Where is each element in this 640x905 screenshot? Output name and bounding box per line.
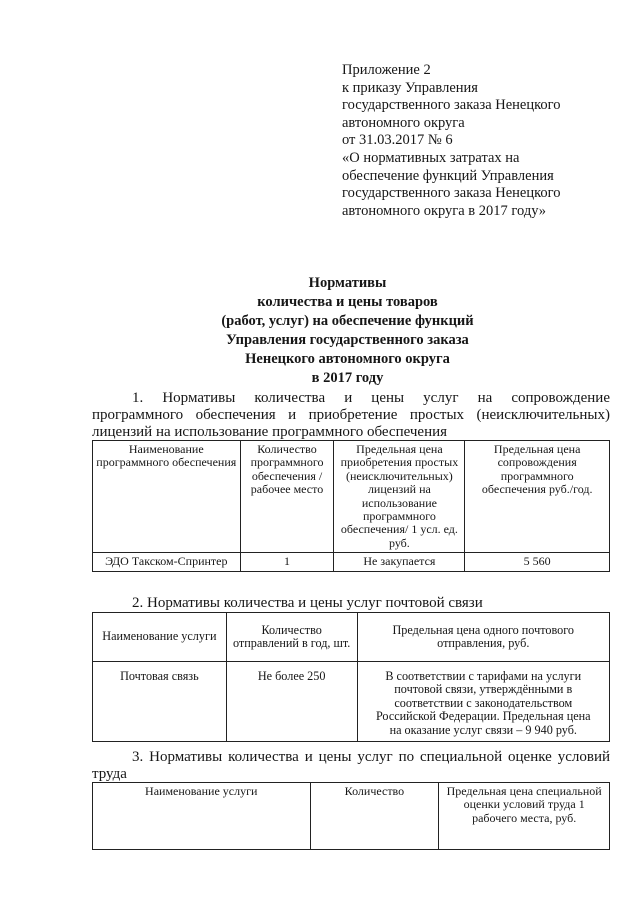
header-cell: Количество xyxy=(310,783,439,850)
header-cell: Наименование услуги xyxy=(93,613,227,662)
table-cell: В соответствии с тарифами на услуги почтовой связи, утверждёнными в соответствии с законодательством Российской Федерации. Предельная цена на оказание услуг связи – 9 940 руб. xyxy=(357,662,609,742)
section-1-heading xyxy=(92,390,610,441)
header-cell: Наименование программного обеспечения xyxy=(93,441,241,553)
appendix-line: от 31.03.2017 № 6 xyxy=(342,132,453,149)
table-cell: ЭДО Такском-Спринтер xyxy=(93,553,241,571)
appendix-line: «О нормативных затратах на xyxy=(342,149,520,166)
section-1-line: 1. Нормативы количества и цены услуг на сопровождение xyxy=(132,390,610,406)
appendix-line: обеспечение функций Управления xyxy=(342,167,554,184)
table-header-row xyxy=(93,613,610,662)
title-line: (работ, услуг) на обеспечение функций xyxy=(221,313,474,329)
title-line: Нормативы xyxy=(308,275,387,291)
table-row xyxy=(93,553,610,571)
labor-assessment-table xyxy=(92,782,610,850)
section-3-heading xyxy=(92,749,610,783)
title-line: количества и цены товаров xyxy=(257,294,438,310)
section-1-line: программного обеспечения и приобретение простых (неисключительных) xyxy=(92,407,610,423)
appendix-line: к приказу Управления xyxy=(342,79,478,96)
header-cell: Предельная цена специальной оценки условий труда 1 рабочего места, руб. xyxy=(439,783,610,850)
table-row xyxy=(93,662,610,742)
header-cell: Предельная цена одного почтового отправления, руб. xyxy=(357,613,609,662)
header-cell: Количество отправлений в год, шт. xyxy=(226,613,357,662)
table-cell: Не более 250 xyxy=(226,662,357,742)
header-cell: Предельная цена приобретения простых (неисключительных) лицензий на использование программного обеспечения/ 1 усл. ед. руб. xyxy=(334,441,465,553)
title-line: Управления государственного заказа xyxy=(226,332,469,348)
software-table xyxy=(92,440,610,572)
header-cell: Количество программного обеспечения /рабочее место xyxy=(240,441,334,553)
header-cell: Наименование услуги xyxy=(93,783,311,850)
section-2-heading: 2. Нормативы количества и цены услуг почтовой связи xyxy=(132,595,483,611)
table-cell: 1 xyxy=(240,553,334,571)
document-title xyxy=(160,274,535,388)
appendix-line: Приложение 2 xyxy=(342,62,431,78)
table-cell: Почтовая связь xyxy=(93,662,227,742)
appendix-line: автономного округа в 2017 году» xyxy=(342,202,547,219)
appendix-line: государственного заказа Ненецкого xyxy=(342,185,561,202)
appendix-line: государственного заказа Ненецкого xyxy=(342,97,561,114)
section-3-text: 3. Нормативы количества и цены услуг по специальной оценке условий труда xyxy=(92,749,610,782)
table-cell: Не закупается xyxy=(334,553,465,571)
section-1-line: лицензий на использование программного обеспечения xyxy=(92,424,448,440)
appendix-header xyxy=(342,62,622,220)
title-line: Ненецкого автономного округа xyxy=(245,351,450,367)
table-cell: 5 560 xyxy=(465,553,610,571)
appendix-line: автономного округа xyxy=(342,114,465,131)
header-cell: Предельная цена сопровождения программного обеспечения руб./год. xyxy=(465,441,610,553)
table-header-row xyxy=(93,441,610,553)
postal-table xyxy=(92,612,610,742)
table-header-row xyxy=(93,783,610,850)
title-line: в 2017 году xyxy=(311,370,384,386)
